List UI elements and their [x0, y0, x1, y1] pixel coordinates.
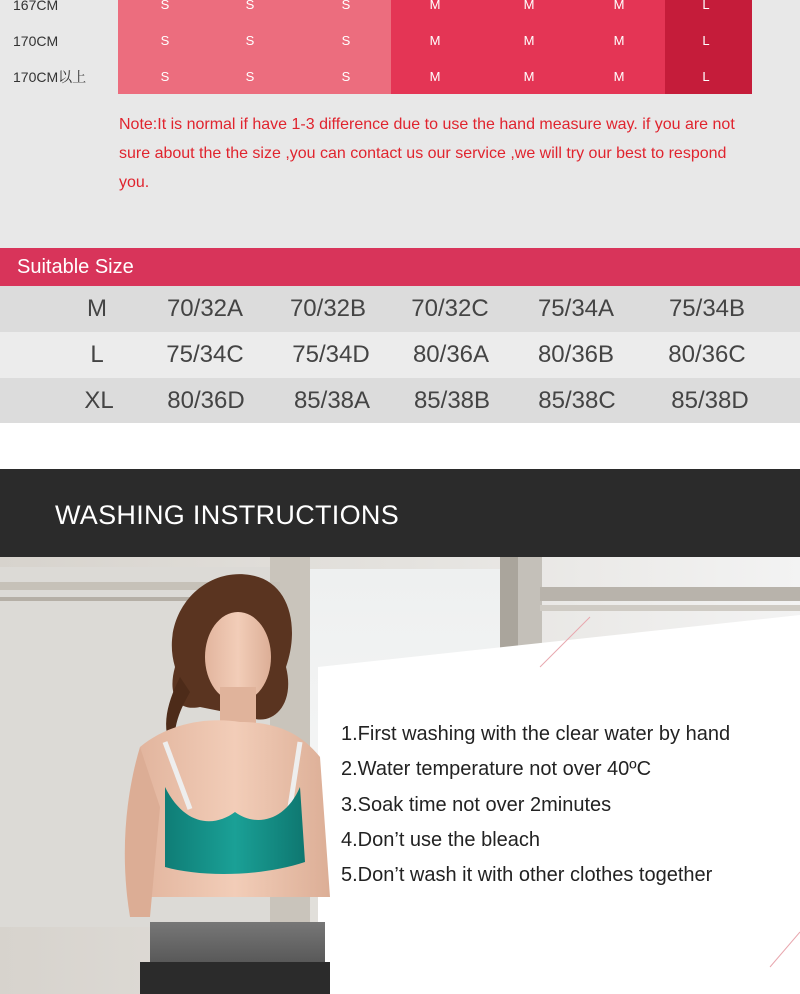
instruction-item: 5.Don’t wash it with other clothes together [341, 864, 713, 887]
size-cell: L [702, 33, 710, 48]
instruction-item: 3.Soak time not over 2minutes [341, 793, 612, 816]
section-spacer [0, 423, 800, 469]
band-cup-value: 70/32B [289, 295, 367, 322]
band-cup-value: 70/32C [411, 295, 489, 322]
washing-header [0, 469, 800, 557]
size-cell: M [523, 0, 535, 12]
size-name: L [90, 341, 104, 368]
size-cell: M [523, 33, 535, 48]
size-cell: S [245, 69, 255, 84]
size-cell: S [245, 33, 255, 48]
suitable-size-row-l [0, 332, 800, 378]
instruction-item: 1.First washing with the clear water by hand [341, 723, 731, 745]
height-row-170 [0, 24, 800, 58]
size-cell: M [613, 0, 625, 12]
suitable-size-row-xl [0, 378, 800, 424]
band-cup-value: 75/34D [292, 341, 370, 368]
height-label: 170CM以上 [13, 69, 87, 85]
size-cell: S [160, 69, 170, 84]
size-cell: S [341, 0, 351, 12]
washing-title: WASHING INSTRUCTIONS [55, 500, 400, 530]
band-cup-value: 80/36A [412, 341, 490, 368]
band-cup-value: 85/38B [413, 387, 491, 414]
size-cell: M [613, 33, 625, 48]
size-cell: L [702, 69, 710, 84]
washing-instructions-list [341, 717, 730, 893]
suitable-size-row-m [0, 286, 800, 332]
band-cup-value: 80/36B [537, 341, 615, 368]
band-cup-value: 85/38C [538, 387, 616, 414]
band-cup-value: 80/36C [668, 341, 746, 368]
band-cup-value: 80/36D [167, 387, 245, 414]
suitable-size-title: Suitable Size [17, 256, 134, 278]
band-cup-value: 85/38D [671, 387, 749, 414]
band-cup-value: 75/34C [166, 341, 244, 368]
height-size-table [0, 0, 800, 248]
size-cell: M [429, 0, 441, 12]
band-cup-value: 85/38A [293, 387, 371, 414]
size-cell: M [613, 69, 625, 84]
instruction-item: 4.Don’t use the bleach [341, 828, 541, 851]
height-row-167 [0, 0, 800, 22]
size-cell: M [429, 33, 441, 48]
size-cell: S [341, 33, 351, 48]
height-label: 167CM [13, 0, 59, 13]
size-cell: L [702, 0, 710, 12]
band-cup-value: 70/32A [166, 295, 244, 322]
band-cup-value: 75/34B [668, 295, 746, 322]
size-cell: S [245, 0, 255, 12]
size-cell: S [160, 33, 170, 48]
instruction-item: 2.Water temperature not over 40ºC [341, 758, 652, 781]
size-cell: S [160, 0, 170, 12]
size-name: XL [84, 387, 114, 414]
height-label: 170CM [13, 33, 59, 49]
band-cup-value: 75/34A [537, 295, 615, 322]
size-name: M [87, 295, 107, 322]
measurement-note: Note:It is normal if have 1-3 difference due to use the hand measure way. if you are not sure about the the size ,you can contact us our service ,we will try our best to respond you. [119, 116, 735, 191]
height-row-170-plus [0, 60, 800, 94]
size-cell: M [429, 69, 441, 84]
size-cell: M [523, 69, 535, 84]
suitable-size-header [0, 248, 800, 286]
size-cell: S [341, 69, 351, 84]
